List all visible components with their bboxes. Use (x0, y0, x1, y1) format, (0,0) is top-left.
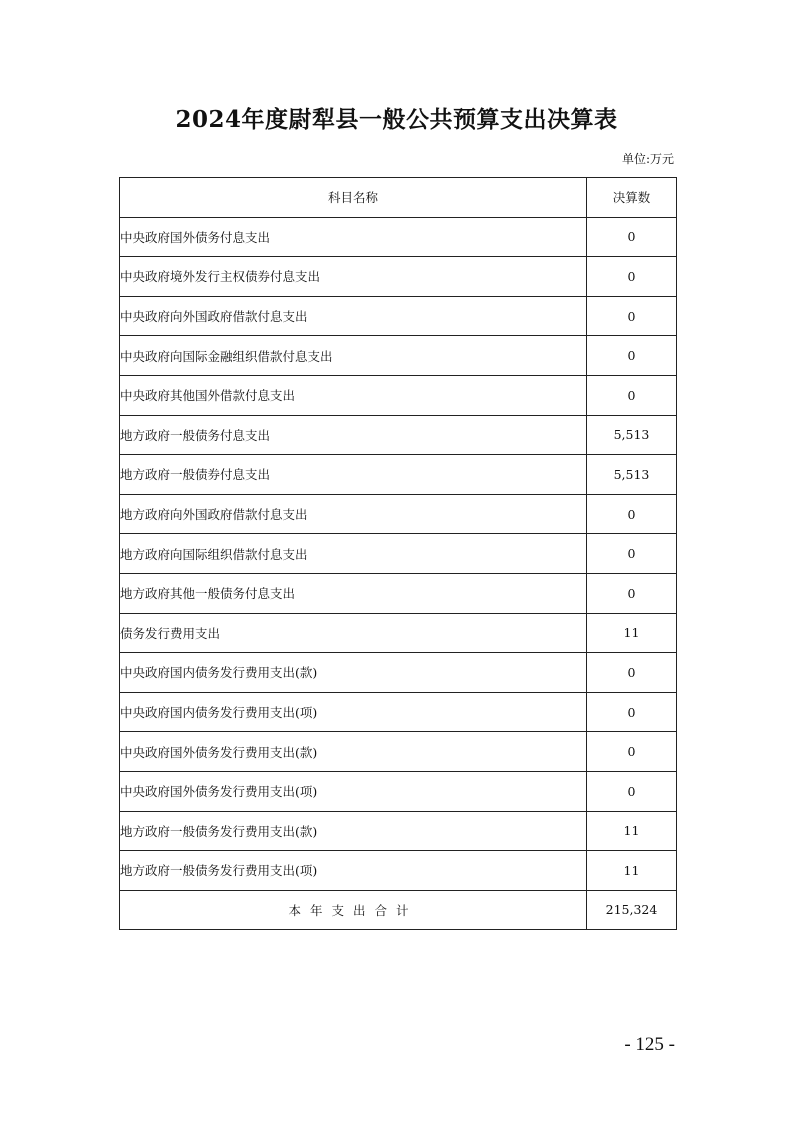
total-label: 本年支出合计 (120, 890, 587, 930)
header-subject-name: 科目名称 (120, 178, 587, 218)
table-row (120, 613, 677, 653)
table-row (120, 375, 677, 415)
row-subject-name: 中央政府国外债务发行费用支出(项) (120, 771, 587, 811)
total-value: 215,324 (587, 890, 677, 930)
row-amount: 0 (587, 375, 677, 415)
table-row (120, 851, 677, 891)
row-subject-name: 地方政府其他一般债务付息支出 (120, 573, 587, 613)
row-amount: 0 (587, 534, 677, 574)
table-row (120, 415, 677, 455)
page-number: - 125 - (624, 1034, 675, 1055)
table-header-row (120, 178, 677, 218)
row-subject-name: 地方政府向国际组织借款付息支出 (120, 534, 587, 574)
row-amount: 5,513 (587, 415, 677, 455)
row-subject-name: 中央政府国内债务发行费用支出(款) (120, 653, 587, 693)
row-subject-name: 地方政府一般债务发行费用支出(项) (120, 851, 587, 891)
table-row (120, 296, 677, 336)
row-subject-name: 中央政府境外发行主权债券付息支出 (120, 257, 587, 297)
row-subject-name: 地方政府一般债券付息支出 (120, 455, 587, 495)
table-row (120, 534, 677, 574)
budget-table (119, 177, 677, 930)
table-row (120, 257, 677, 297)
total-row (120, 890, 677, 930)
table-row (120, 653, 677, 693)
row-subject-name: 中央政府国外债务发行费用支出(款) (120, 732, 587, 772)
row-amount: 0 (587, 732, 677, 772)
table-row (120, 573, 677, 613)
row-amount: 0 (587, 296, 677, 336)
table-body (120, 217, 677, 890)
table-row (120, 771, 677, 811)
row-subject-name: 中央政府其他国外借款付息支出 (120, 375, 587, 415)
table-row (120, 692, 677, 732)
table-row (120, 217, 677, 257)
row-amount: 0 (587, 692, 677, 732)
row-subject-name: 债务发行费用支出 (120, 613, 587, 653)
row-subject-name: 中央政府国外债务付息支出 (120, 217, 587, 257)
row-amount: 0 (587, 257, 677, 297)
row-amount: 0 (587, 336, 677, 376)
page-title: 2024年度尉犁县一般公共预算支出决算表 (175, 106, 618, 133)
table-row (120, 336, 677, 376)
header-final-amount: 决算数 (587, 178, 677, 218)
row-amount: 11 (587, 811, 677, 851)
row-subject-name: 地方政府一般债务发行费用支出(款) (120, 811, 587, 851)
table-row (120, 732, 677, 772)
unit-label: 单位:万元 (621, 152, 674, 166)
row-subject-name: 中央政府向外国政府借款付息支出 (120, 296, 587, 336)
row-subject-name: 中央政府国内债务发行费用支出(项) (120, 692, 587, 732)
row-amount: 0 (587, 771, 677, 811)
row-amount: 11 (587, 613, 677, 653)
row-amount: 0 (587, 494, 677, 534)
row-subject-name: 地方政府一般债务付息支出 (120, 415, 587, 455)
row-amount: 5,513 (587, 455, 677, 495)
table-row (120, 494, 677, 534)
row-amount: 0 (587, 573, 677, 613)
row-amount: 0 (587, 653, 677, 693)
row-subject-name: 地方政府向外国政府借款付息支出 (120, 494, 587, 534)
table-row (120, 811, 677, 851)
row-amount: 11 (587, 851, 677, 891)
row-amount: 0 (587, 217, 677, 257)
table-row (120, 455, 677, 495)
row-subject-name: 中央政府向国际金融组织借款付息支出 (120, 336, 587, 376)
